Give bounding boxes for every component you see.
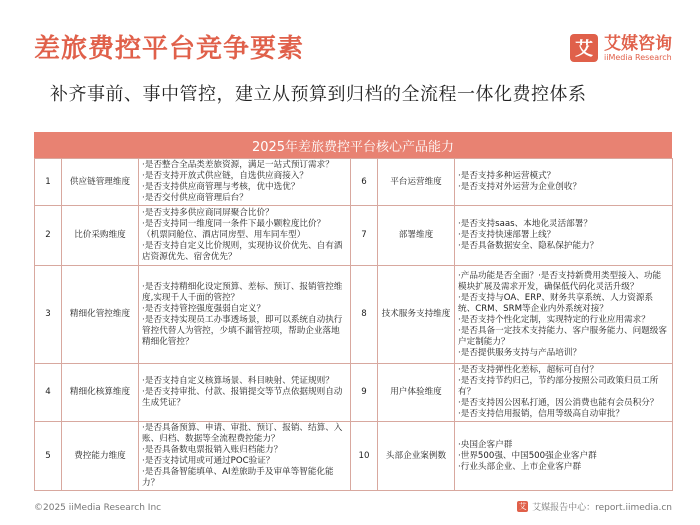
report-source [517, 500, 672, 513]
dimension-label: 技术服务支持维度 [378, 266, 455, 364]
report-source-text: 艾媒报告中心：report.iimedia.cn [532, 503, 672, 513]
row-number: 4 [35, 364, 62, 422]
dimension-questions: ·产品功能是否全面？·是否支持新费用类型接入、功能模块扩展及需求开发，确保低代码化灵活升级？ ·是否支持与OA、ERP、财务共享系统、人力资源系统、CRM、SRM等企业内外系统对接？ ·是否支持个性化定制，实现特定的行业应用需求？ ·是否具备一定技术支持能力、客户服务能力、问题级客户定制能力？ ·是否提供服务支持与产品培训？ [455, 266, 673, 364]
page-title: 差旅费控平台竞争要素 [34, 34, 305, 64]
dimension-questions: ·央国企客户群 ·世界500强、中国500强企业客户群 ·行业头部企业、上市企业客户群 [455, 422, 673, 491]
brand-logo [570, 34, 672, 62]
dimension-label: 供应链管理维度 [62, 159, 139, 206]
logo-name-cn: 艾媒咨询 [604, 33, 672, 54]
dimension-questions: ·是否支持saas、本地化灵活部署？ ·是否支持快速部署上线？ ·是否具备数据安全、隐私保护能力？ [455, 206, 673, 266]
dimension-label: 比价采购维度 [62, 206, 139, 266]
logo-icon: 艾 [570, 34, 598, 62]
dimension-label: 部署维度 [378, 206, 455, 266]
dimension-label: 平台运营维度 [378, 159, 455, 206]
dimension-questions: ·是否整合全品类差旅资源，满足一站式预订需求？ ·是否支持开放式供应链，自选供应商接入？ ·是否支持供应商管理与考核，优中选优？ ·是否交付供应商管理后台？ [139, 159, 351, 206]
dimension-label: 用户体验维度 [378, 364, 455, 422]
capability-table [34, 158, 673, 491]
row-number: 1 [35, 159, 62, 206]
copyright-text: ©2025 iiMedia Research Inc [34, 503, 162, 513]
dimension-questions: ·是否具备预算、申请、审批、预订、报销、结算、入账、归档、数据等全流程费控能力？ ·是否具备数电票报销入账归档能力？ ·是否支持试用或可通过POC验证？ ·是否具备智能填单、AI差旅助手及审单等智能化能力？ [139, 422, 351, 491]
row-number: 8 [351, 266, 378, 364]
logo-icon: 艾 [518, 502, 527, 511]
logo-text [604, 35, 672, 62]
table-row [35, 159, 673, 206]
row-number: 9 [351, 364, 378, 422]
dimension-questions: ·是否支持自定义核算场景、科目映射、凭证规则？ ·是否支持审批、付款、报销提交等节点依据规则自动生成凭证？ [139, 364, 351, 422]
dimension-label: 费控能力维度 [62, 422, 139, 491]
page-subtitle: 补齐事前、事中管控，建立从预算到归档的全流程一体化费控体系 [50, 84, 587, 105]
row-number: 7 [351, 206, 378, 266]
dimension-questions: ·是否支持多种运营模式？ ·是否支持对外运营为企业创收？ [455, 159, 673, 206]
dimension-questions: ·是否支持精细化设定预算、差标、预订、报销管控维度,实现千人千面的管控？ ·是否支持管控强度强弱自定义？ ·是否支持实现员工办事透场景，即可以系统自动执行管控代替人为管控，少填不漏管控项，帮助企业落地精细化管控？ [139, 266, 351, 364]
dimension-label: 精细化核算维度 [62, 364, 139, 422]
logo-name-en: iiMedia Research [604, 52, 672, 62]
table-title: 2025年差旅费控平台核心产品能力 [34, 132, 672, 158]
dimension-questions: ·是否支持多供应商同屏聚合比价？ ·是否支持同一维度同一条件下最小颗粒度比价？ （机票同舱位、酒店同房型、用车同车型） ·是否支持自定义比价规则，实现协议价优先、自有酒店资源优先、宿舍优先？ [139, 206, 351, 266]
row-number: 6 [351, 159, 378, 206]
row-number: 10 [351, 422, 378, 491]
table-row [35, 266, 673, 364]
row-number: 2 [35, 206, 62, 266]
dimension-label: 精细化管控维度 [62, 266, 139, 364]
dimension-questions: ·是否支持弹性化差标，超标可自付？ ·是否支持节约归己，节约部分按照公司政策归员工所有？ ·是否支持因公因私打通，因公消费也能有会员积分？ ·是否支持信用报销，信用等级高自动审批？ [455, 364, 673, 422]
table-row [35, 364, 673, 422]
table-row [35, 422, 673, 491]
row-number: 3 [35, 266, 62, 364]
table-row [35, 206, 673, 266]
dimension-label: 头部企业案例数 [378, 422, 455, 491]
row-number: 5 [35, 422, 62, 491]
